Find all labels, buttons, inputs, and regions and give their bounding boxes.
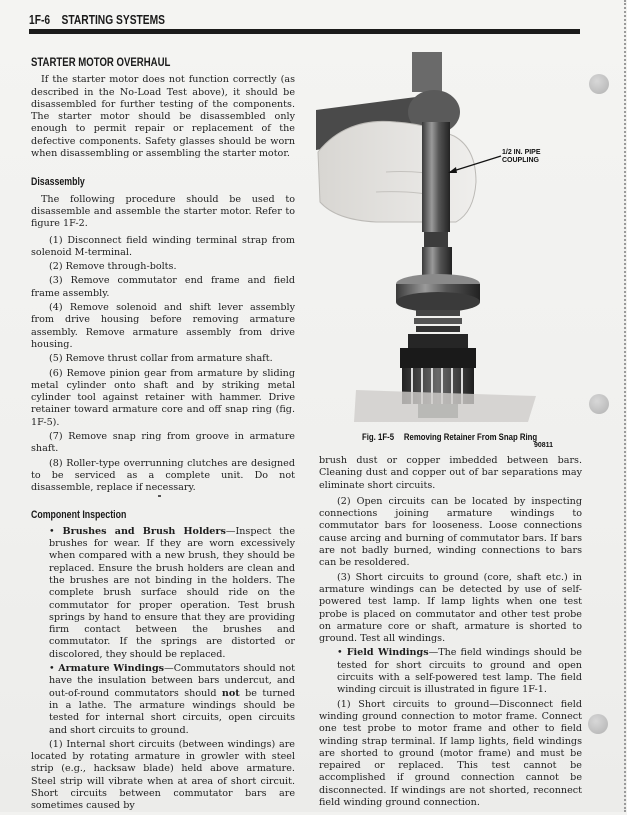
- hammer-armature-photo-icon: [316, 52, 574, 422]
- inspection-heading: Component Inspection: [31, 508, 127, 521]
- armature-text-b: be turned in a lathe. The armature windings should be tested for internal short circuits, open circuits and short circuits to ground.: [49, 687, 295, 736]
- disassembly-step-6: (6) Remove pinion gear from armature by sliding metal cylinder onto shaft and by striking metal cylinder tool against retainer with hammer. Drive retainer toward armature core and off snap ring (fig. 1F-5).: [31, 367, 295, 428]
- armature-label: Armature Windings: [58, 663, 165, 675]
- armature-step-2: (2) Open circuits can be located by inspecting connections joining armature windings to commutator bars for looseness. Loose connections cause arcing and burning of commutator bars. If bars are not badly burned, winding connections to bars can be resoldered.: [319, 495, 582, 569]
- armature-step-3: (3) Short circuits to ground (core, shaft etc.) in armature windings can be detected by use of self-powered test lamp. If lamp lights when one test probe is placed on commutator and other test probe on armature core or shaft, armature is shorted to ground. Test all windings.: [319, 571, 582, 645]
- callout-line-2: COUPLING: [502, 157, 539, 164]
- brushes-bullet: • Brushes and Brush Holders—Inspect the brushes for wear. If they are worn excessively when compared with a new brush, they should be replaced. Ensure the brush holders are clean and the brushes are not binding in the holders. The complete brush surface should ride on the commutator for proper operation. Test brush springs by hand to ensure that they are providing firm contact between the brushes and commutator. If the springs are distorted or discolored, they should be replaced.: [49, 525, 295, 660]
- header-rule: [29, 29, 580, 34]
- armature-step-1-right: brush dust or copper imbedded between bars. Cleaning dust and copper out of bar separations may eliminate short circuits.: [319, 455, 582, 491]
- disassembly-step-5: (5) Remove thrust collar from armature shaft.: [49, 353, 273, 365]
- running-head: [29, 13, 165, 27]
- figure-image-id: 90811: [534, 442, 554, 449]
- armature-step-1-left: (1) Internal short circuits (between windings) are located by rotating armature in growler with steel strip (e.g., hacksaw blade) held above armature. Steel strip will vibrate when at area of short circuit. Short circuits between commutator bars are sometimes caused by: [31, 738, 295, 812]
- punch-hole-bottom: [588, 714, 608, 734]
- callout-line-1: 1/2 IN. PIPE: [502, 149, 541, 156]
- figure-caption: [362, 432, 537, 443]
- disassembly-heading: Disassembly: [31, 176, 85, 189]
- field-text: —The field windings should be tested for short circuits to ground and open circuits with a self-powered test lamp. The field winding circuit is illustrated in figure 1F-1.: [337, 647, 582, 696]
- disassembly-step-8: (8) Roller-type overrunning clutches are designed to be serviced as a complete unit. Do not disassemble, replace if necessary.: [31, 457, 295, 494]
- stray-mark: [158, 495, 161, 497]
- field-label: Field Windings: [346, 647, 429, 659]
- disassembly-step-2: (2) Remove through-bolts.: [49, 261, 177, 273]
- brushes-text: —Inspect the brushes for wear. If they are worn excessively when compared with a new brush, they should be replaced. Ensure the brush holders are clean and the brushes are not binding in the holders. The complete brush surface should ride on the commutator for proper operation. Test brush springs by hand to ensure that they are providing firm contact between the brushes and commutator. If the springs are distorted or discolored, they should be replaced.: [49, 525, 295, 660]
- left-column: [31, 56, 295, 815]
- armature-emphasis: not: [221, 687, 240, 699]
- brushes-label: Brushes and Brush Holders: [62, 525, 226, 537]
- field-step-1: (1) Short circuits to ground—Disconnect field winding ground connection to motor frame. Connect one test probe to motor frame and other to field winding strap terminal. If lamp lights, field windings are shorted to ground (motor frame) and must be repaired or replaced. This test cannot be accomplished if ground connection cannot be disconnected. If windings are not shorted, reconnect field winding ground connection.: [319, 698, 582, 809]
- disassembly-step-3: (3) Remove commutator end frame and field frame assembly.: [31, 275, 295, 299]
- disassembly-step-4: (4) Remove solenoid and shift lever assembly from drive housing before removing armature assembly. Remove armature assembly from drive housing.: [31, 302, 295, 350]
- section-title: STARTING SYSTEMS: [61, 13, 166, 27]
- disassembly-intro: The following procedure should be used to disassemble and assemble the starter motor. Refer to figure 1F-2.: [31, 193, 295, 230]
- disassembly-step-1: (1) Disconnect field winding terminal strap from solenoid M-terminal.: [31, 234, 295, 258]
- overhaul-intro: If the starter motor does not function correctly (as described in the No-Load Test above), it should be disassembled for further testing of the components. The starter motor should be disassembled only enough to permit repair or replacement of the defective components. Safety glasses should be worn when disassembling or assembling the starter motor.: [31, 74, 295, 160]
- page-number: 1F-6: [29, 13, 51, 27]
- overhaul-heading: STARTER MOTOR OVERHAUL: [31, 55, 171, 69]
- right-column: [319, 455, 582, 811]
- armature-text-a: —Commutators should not have the insulation between bars undercut, and out-of-round commutators should: [49, 663, 295, 699]
- figure-number: Fig. 1F-5: [362, 432, 395, 443]
- callout-label: [502, 149, 541, 165]
- armature-bullet: • Armature Windings—Commutators should not have the insulation between bars undercut, and out-of-round commutators should not be turned in a lathe. The armature windings should be tested for internal short circuits, open circuits and short circuits to ground.: [49, 663, 295, 736]
- punch-hole-middle: [589, 394, 609, 414]
- field-bullet: • Field Windings—The field windings should be tested for short circuits to ground and open circuits with a self-powered test lamp. The field winding circuit is illustrated in figure 1F-1.: [337, 647, 582, 696]
- disassembly-step-7: (7) Remove snap ring from groove in armature shaft.: [31, 431, 295, 455]
- figure-caption-text: Removing Retainer From Snap Ring: [403, 432, 538, 443]
- punch-hole-top: [589, 74, 609, 94]
